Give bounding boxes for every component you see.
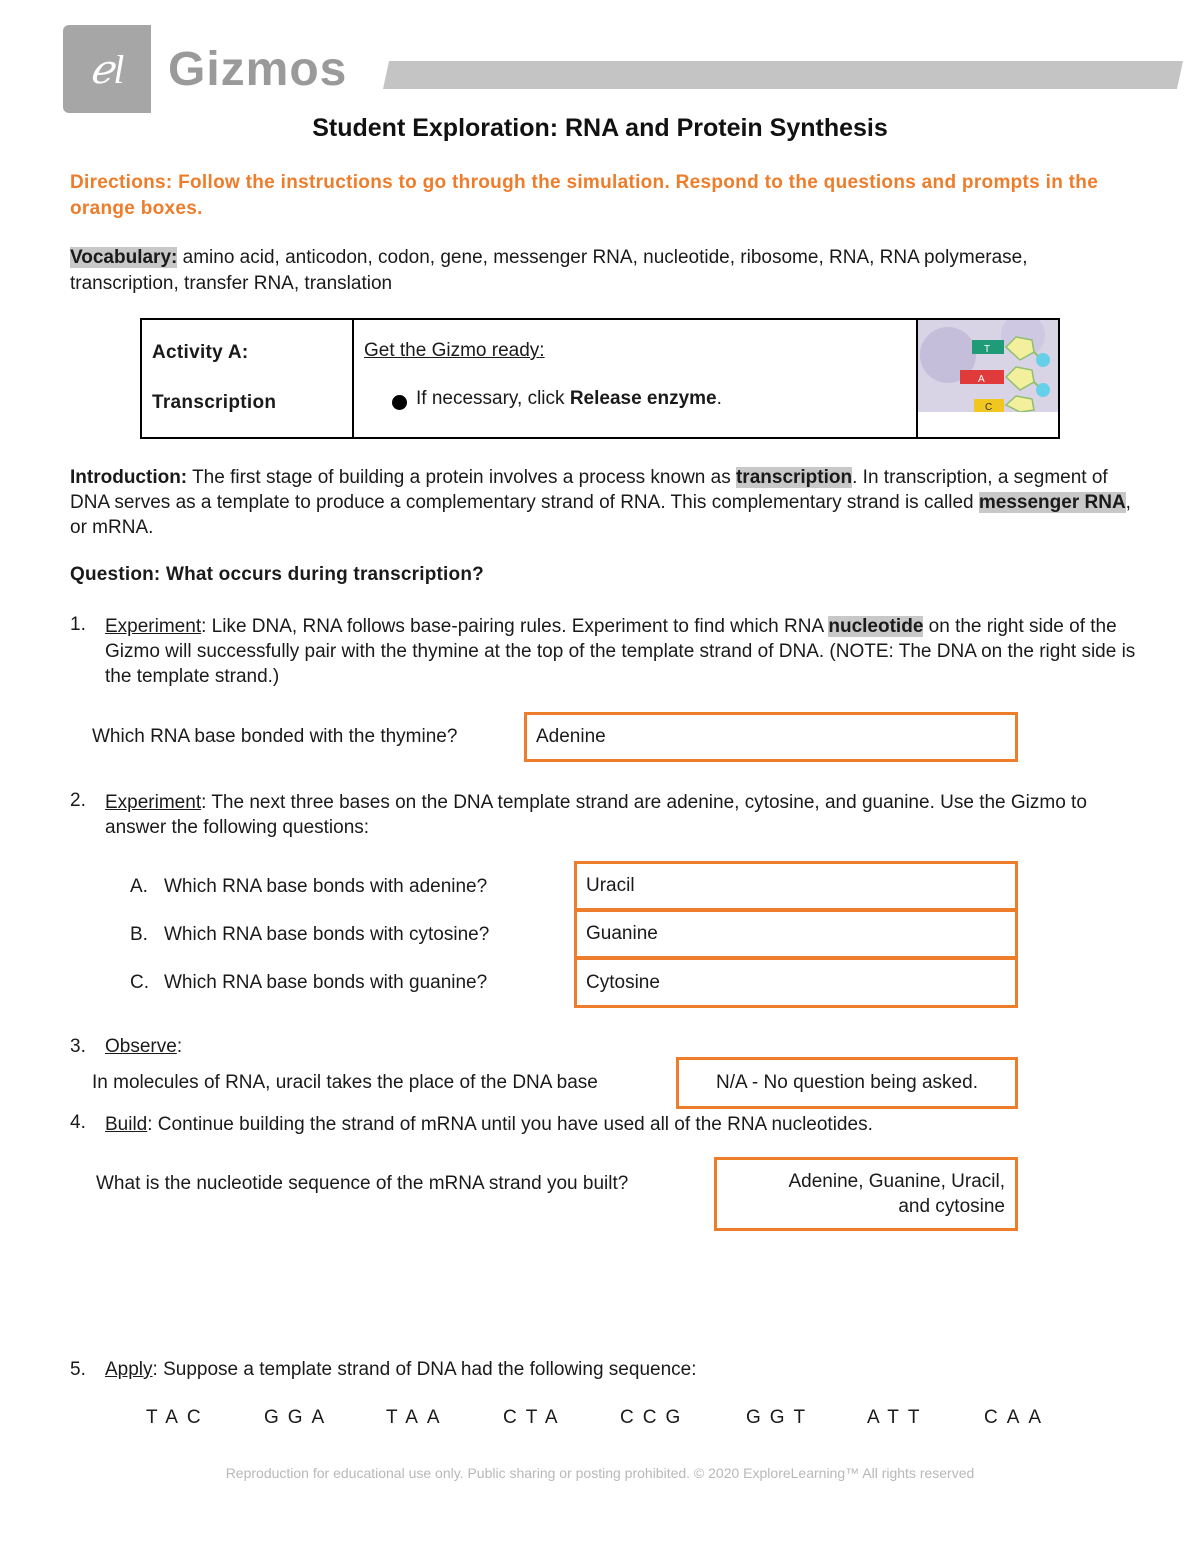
activity-table-col-divider [140,318,354,439]
q2b-prompt: Which RNA base bonds with cytosine? [164,924,490,945]
term-messenger-rna: messenger RNA [978,492,1126,513]
q2a-letter: A. [130,876,148,897]
q4-answer-line2: and cytosine [898,1196,1005,1217]
page-title: Student Exploration: RNA and Protein Synthesis [312,114,888,142]
q2a-prompt: Which RNA base bonds with adenine? [164,876,488,897]
bullet-icon [392,395,407,410]
dna-codon-2: GGA [264,1407,334,1428]
gizmo-thumbnail-image [918,320,1058,412]
q3-label: Observe: [105,1036,183,1057]
dna-codon-4: CTA [503,1407,567,1428]
dna-codon-6: GGT [746,1407,815,1428]
q1-number: 1. [70,614,86,635]
q4-text: Build: Continue building the strand of mRNA until you have used all of the RNA nucleotides. [105,1114,873,1135]
q3-number: 3. [70,1036,86,1057]
q1-text: Experiment: Like DNA, RNA follows base-pairing rules. Experiment to find which RNA nucleotide on the right side of the Gizmo will successfully pair with the thymine at the top of the template strand of DNA. (NOTE: The DNA on the right side is the template strand.) [105,616,1136,687]
vocabulary-terms: amino acid, anticodon, codon, gene, messenger RNA, nucleotide, ribosome, RNA, RNA polymerase, transcription, transfer RNA, translation [70,247,1028,294]
q2c-letter: C. [130,972,149,993]
dna-codon-5: CCG [620,1407,690,1428]
term-transcription: transcription [735,467,853,488]
q4-answer-line1: Adenine, Guanine, Uracil, [788,1171,1005,1192]
q2a-answer-field[interactable]: Uracil [574,861,1018,911]
q2-text: Experiment: The next three bases on the DNA template strand are adenine, cytosine, and guanine. Use the Gizmo to answer the following questions: [105,792,1087,838]
q2c-answer-field[interactable]: Cytosine [574,957,1018,1008]
q2-number: 2. [70,790,86,811]
footer-copyright: Reproduction for educational use only. Public sharing or posting prohibited. © 2020 ExploreLearning™ All rights reserved [225,1465,975,1481]
q1-prompt: Which RNA base bonded with the thymine? [92,726,458,747]
dna-codon-7: ATT [867,1407,929,1428]
q4-prompt: What is the nucleotide sequence of the mRNA strand you built? [96,1173,629,1194]
term-nucleotide: nucleotide [828,616,924,637]
q3-answer-field[interactable]: N/A - No question being asked. [676,1057,1018,1109]
release-enzyme-instruction: If necessary, click Release enzyme. [416,388,722,409]
q4-number: 4. [70,1112,86,1133]
q5-number: 5. [70,1359,86,1380]
q4-answer-field[interactable] [714,1157,1018,1231]
activity-label: Activity A: [152,342,249,363]
introduction-paragraph: Introduction: The first stage of building a protein involves a process known as transcription. In transcription, a segment of DNA serves as a template to produce a complementary strand of RNA. This complementary strand is called messenger RNA, or mRNA. [70,467,1131,538]
gizmos-logo-text: Gizmos [168,43,348,96]
q2b-letter: B. [130,924,148,945]
main-question: Question: What occurs during transcription? [70,564,484,585]
thumb-label-c: C [985,402,993,412]
q2c-prompt: Which RNA base bonds with guanine? [164,972,488,993]
dna-codon-3: TAA [386,1407,449,1428]
thumb-label-a: A [978,374,985,385]
q2b-answer-field[interactable]: Guanine [574,909,1018,959]
dna-codon-1: TAC [146,1407,210,1428]
header-divider-bar [383,61,1183,89]
activity-name: Transcription [152,392,277,413]
dna-codon-8: CAA [984,1407,1051,1428]
vocabulary-label: Vocabulary: [70,247,178,268]
explorelearning-logo-icon: ℯl [89,46,125,92]
thumb-label-t: T [984,344,991,355]
vocabulary-paragraph [70,245,1130,297]
directions-text: Directions: Follow the instructions to go through the simulation. Respond to the questions and prompts in the orange boxes. [70,172,1099,219]
q1-answer-field[interactable]: Adenine [524,712,1018,762]
q5-text: Apply: Suppose a template strand of DNA had the following sequence: [105,1359,697,1380]
gizmo-ready-heading: Get the Gizmo ready: [364,340,545,361]
q3-prompt: In molecules of RNA, uracil takes the place of the DNA base [92,1072,598,1093]
